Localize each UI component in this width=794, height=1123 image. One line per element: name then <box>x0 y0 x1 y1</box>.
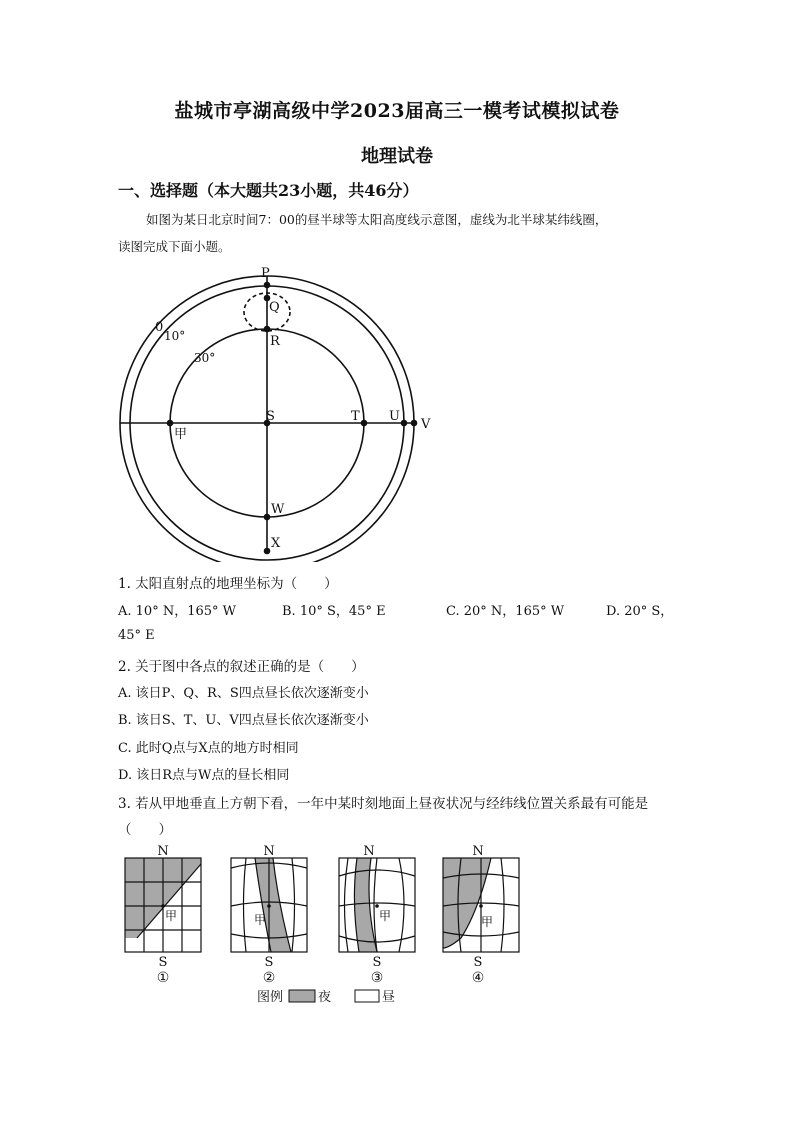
panel-3-place-label: 甲 <box>379 909 392 923</box>
isoline-label-10: 10° <box>164 329 186 343</box>
panel-3-north: N <box>363 844 375 859</box>
q2-option-c: C. 此时Q点与X点的地方时相同 <box>118 741 299 756</box>
option-panel-2 <box>231 858 307 952</box>
daynight-options-figure <box>115 842 535 1010</box>
panel-4-south: S <box>473 955 483 970</box>
question-2-stem: 2. 关于图中各点的叙述正确的是（ ） <box>118 659 365 675</box>
label-jia: 甲 <box>174 427 188 442</box>
panel-3-number: ③ <box>370 970 384 986</box>
label-q: Q <box>269 300 280 315</box>
panel-1-place-label: 甲 <box>165 909 178 923</box>
panel-2-place-label: 甲 <box>254 913 267 927</box>
q2-option-b: B. 该日S、T、U、V四点昼长依次逐渐变小 <box>118 713 369 728</box>
q2-option-a: A. 该日P、Q、R、S四点昼长依次逐渐变小 <box>118 686 369 701</box>
point-w-dot <box>264 514 271 521</box>
panel-3-south: S <box>372 955 382 970</box>
isoline-label-0: 0 <box>155 320 164 335</box>
page-subtitle: 地理试卷 <box>361 146 433 167</box>
panel-2-number: ② <box>262 970 276 986</box>
q1-option-c: C. 20° N，165° W <box>446 604 565 619</box>
panel-1-south: S <box>158 955 168 970</box>
q1-option-a: A. 10° N，165° W <box>118 604 237 619</box>
q1-option-b: B. 10° S，45° E <box>282 604 386 619</box>
point-u-dot <box>401 420 408 427</box>
panel-1-number: ① <box>156 970 170 986</box>
panel-2-south: S <box>264 955 274 970</box>
label-u: U <box>389 409 400 424</box>
point-v-dot <box>411 420 418 427</box>
question-3-stem: 3. 若从甲地垂直上方朝下看，一年中某时刻地面上昼夜状况与经纬线位置关系最有可能是 <box>118 796 649 812</box>
label-t: T <box>351 409 360 424</box>
isoline-label-30: 30° <box>194 351 216 365</box>
label-x: X <box>271 536 281 551</box>
isoline-diagram <box>110 262 440 562</box>
point-t-dot <box>361 420 368 427</box>
label-p: P <box>261 266 270 281</box>
point-jia-dot <box>167 420 174 427</box>
panel-1-north: N <box>157 844 169 859</box>
question-1-stem: 1. 太阳直射点的地理坐标为（ ） <box>118 576 338 592</box>
page-title: 盐城市亭湖高级中学2023届高三一模考试模拟试卷 <box>174 100 620 122</box>
panel-4-number: ④ <box>471 970 485 986</box>
legend-day-swatch <box>355 990 379 1002</box>
section-heading: 一、选择题（本大题共23小题，共46分） <box>118 181 419 200</box>
intro-line-1: 如图为某日北京时间7：00的昼半球等太阳高度线示意图，虚线为北半球某纬线圈， <box>146 212 608 227</box>
legend <box>257 989 395 1005</box>
q1-option-d: D. 20° S， <box>606 604 674 619</box>
option-panel-4 <box>443 858 519 952</box>
label-r: R <box>270 334 280 349</box>
point-r-dot <box>264 326 271 333</box>
legend-night-swatch <box>289 990 315 1002</box>
panel-2-north: N <box>263 844 275 859</box>
label-v: V <box>421 417 431 432</box>
point-p-dot <box>264 282 271 289</box>
panel-4-north: N <box>472 844 484 859</box>
legend-label: 图例 <box>257 990 284 1005</box>
q1-option-d-cont: 45° E <box>118 628 155 643</box>
q2-option-d: D. 该日R点与W点的昼长相同 <box>118 768 290 783</box>
point-x-dot <box>264 548 271 555</box>
intro-line-2: 读图完成下面小题。 <box>118 239 231 254</box>
legend-day-label: 昼 <box>382 990 396 1005</box>
question-3-stem-cont: （ ） <box>118 822 172 838</box>
label-s: S <box>266 409 275 424</box>
label-w: W <box>271 502 285 517</box>
legend-night-label: 夜 <box>318 990 332 1005</box>
option-panel-3 <box>339 858 415 952</box>
panel-4-place-label: 甲 <box>481 915 494 929</box>
option-panel-1 <box>125 858 201 952</box>
